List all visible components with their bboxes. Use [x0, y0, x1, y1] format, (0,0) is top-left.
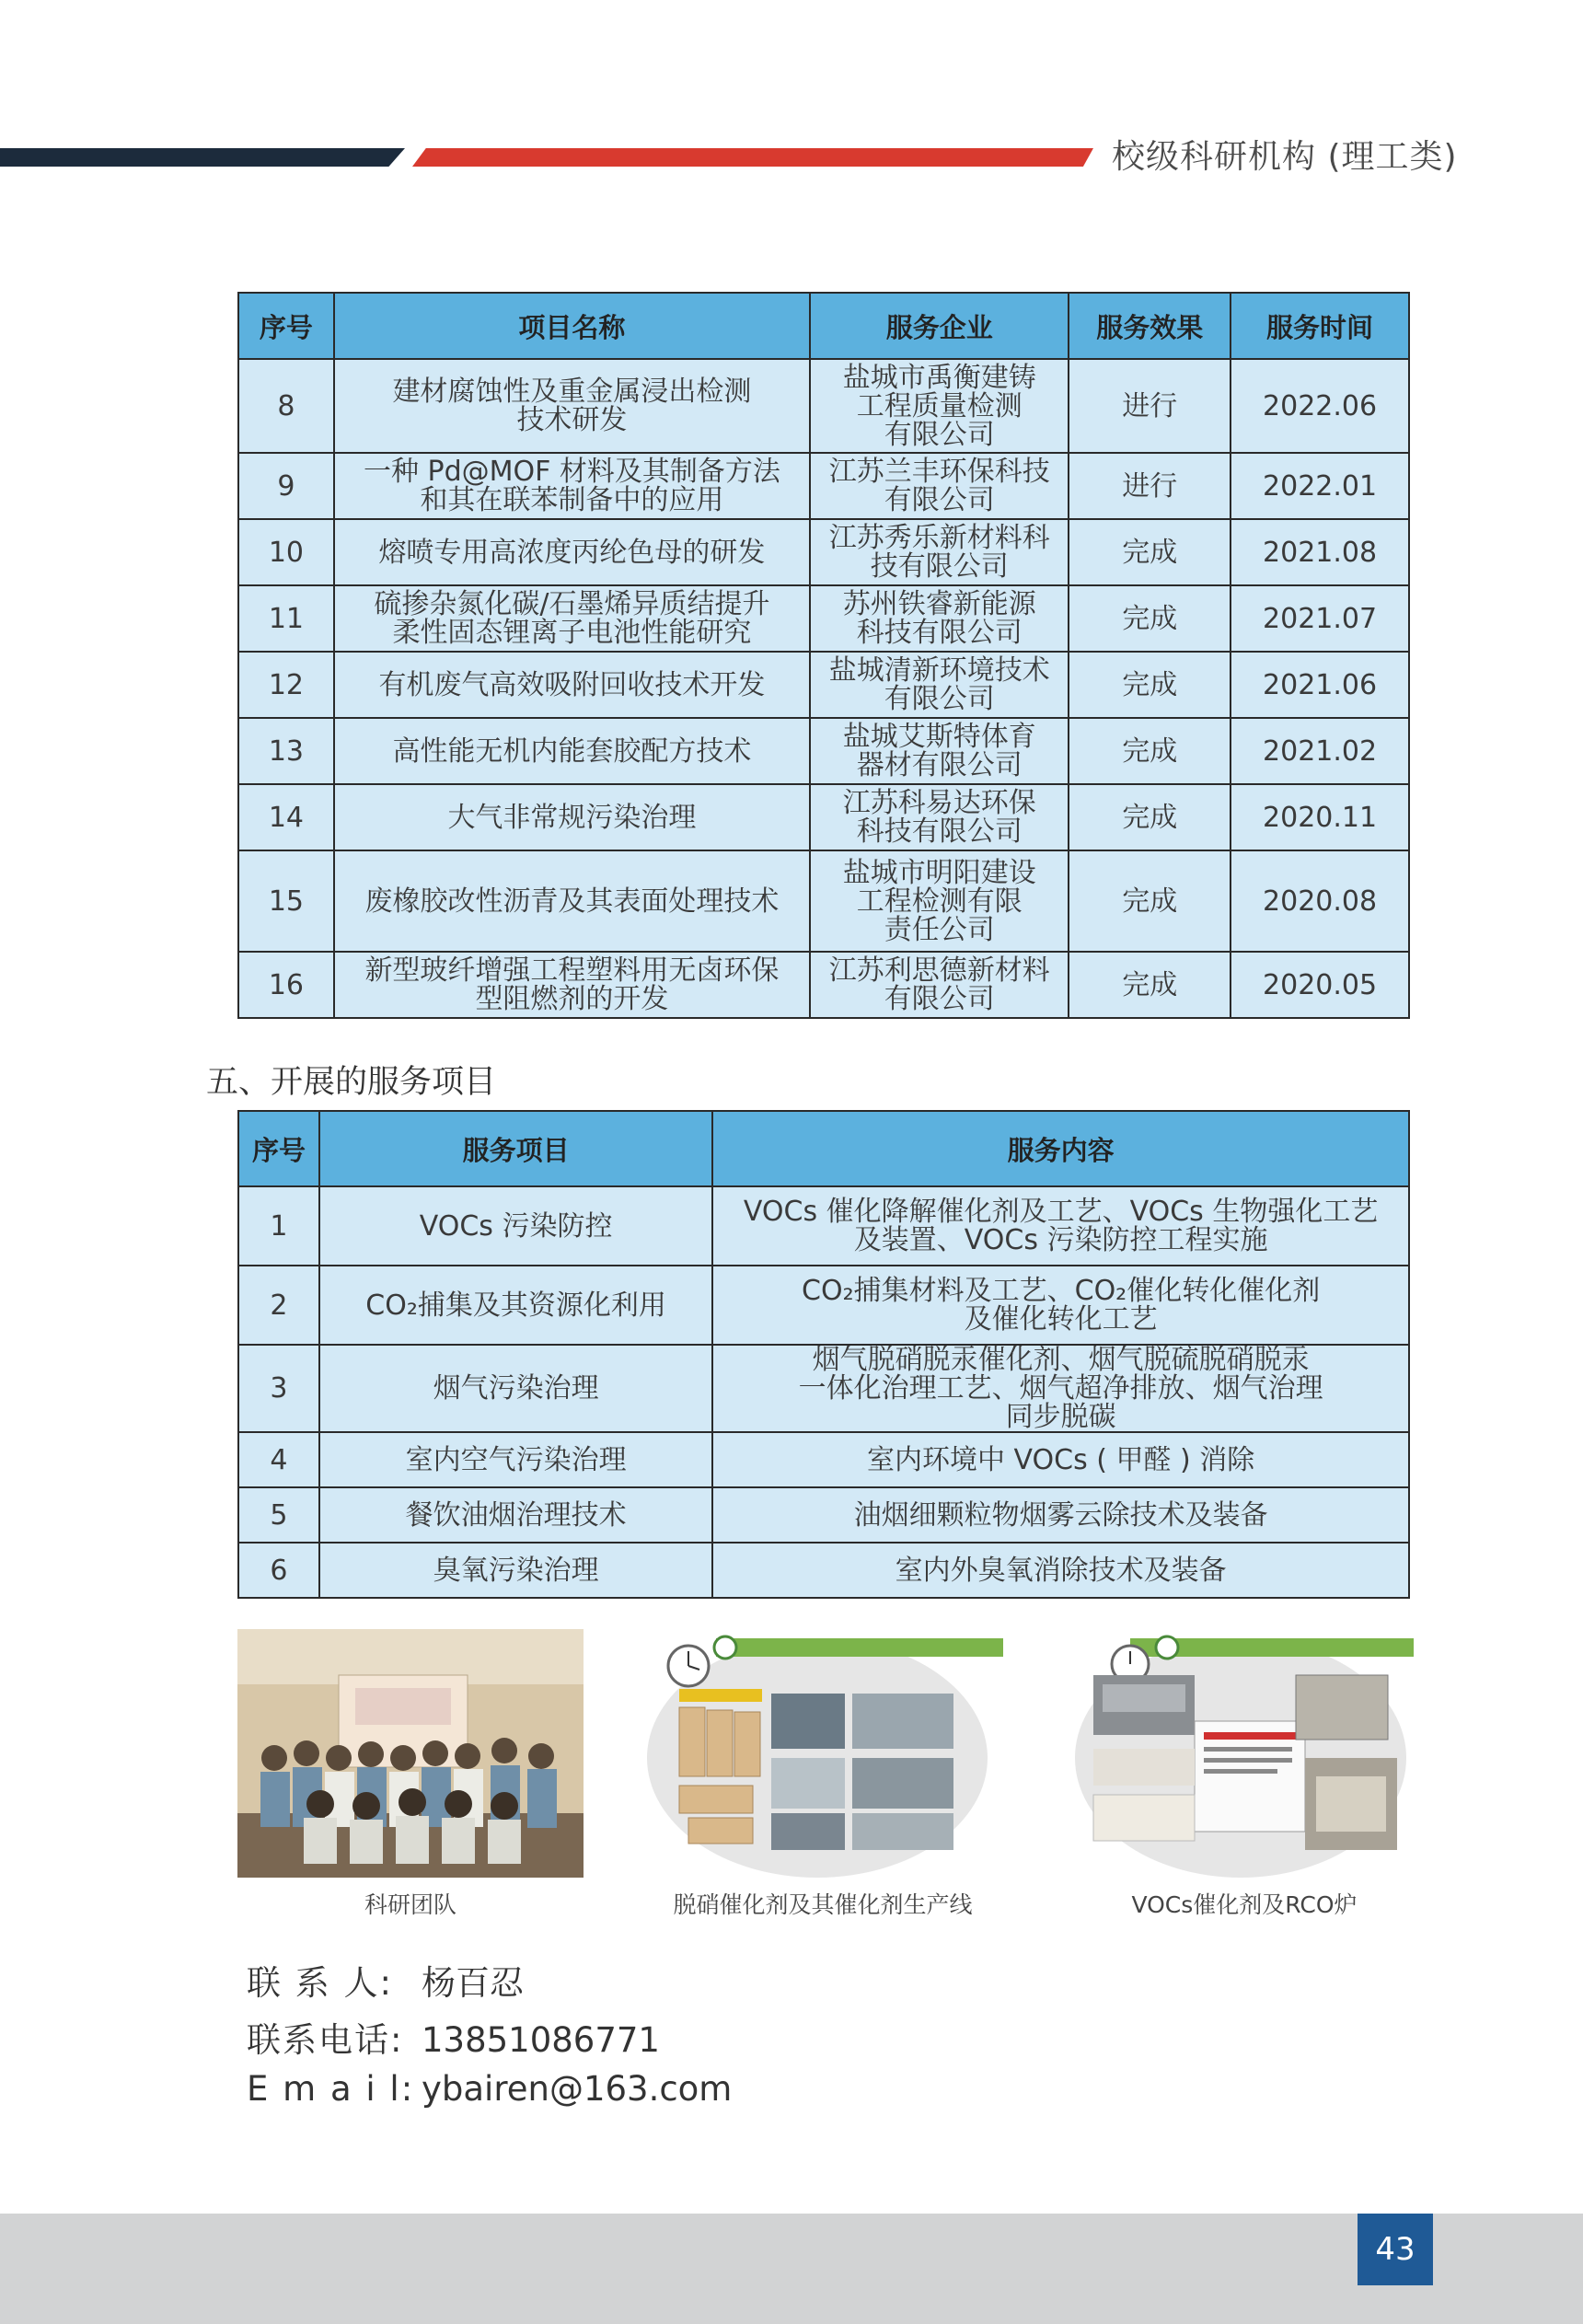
table-cell: 有机废气高效吸附回收技术开发	[334, 652, 810, 718]
table-cell: CO₂捕集及其资源化利用	[319, 1266, 712, 1345]
table-row	[238, 519, 1409, 585]
table-cell: 熔喷专用高浓度丙纶色母的研发	[334, 519, 810, 585]
table-row	[238, 1345, 1409, 1432]
table-row	[238, 952, 1409, 1018]
table-row	[238, 1186, 1409, 1266]
table-cell: 大气非常规污染治理	[334, 784, 810, 850]
denox-photo-caption: 脱硝催化剂及其催化剂生产线	[673, 1891, 973, 1918]
table-row	[238, 1432, 1409, 1487]
table-cell: 2	[238, 1266, 319, 1345]
denox-photo	[642, 1629, 1003, 1878]
table-header-row	[238, 1111, 1409, 1186]
table-cell: 油烟细颗粒物烟雾云除技术及装备	[712, 1487, 1409, 1543]
table-row	[238, 1266, 1409, 1345]
table-cell: 烟气污染治理	[319, 1345, 712, 1432]
table-cell: 6	[238, 1543, 319, 1598]
table-cell: 13	[238, 718, 334, 784]
header-title: 校级科研机构 (理工类)	[1112, 138, 1458, 176]
table-cell: 2021.02	[1231, 718, 1409, 784]
table-row	[238, 585, 1409, 652]
table-row	[238, 652, 1409, 718]
table-cell: 苏州铁睿新能源 科技有限公司	[810, 585, 1069, 652]
table-cell: 进行	[1069, 359, 1231, 453]
table-cell: 2021.07	[1231, 585, 1409, 652]
table-cell: 12	[238, 652, 334, 718]
header-stripe-red	[412, 148, 1093, 167]
services-table	[237, 292, 1410, 1019]
table-cell: 2022.01	[1231, 453, 1409, 519]
table-cell: 完成	[1069, 952, 1231, 1018]
table-cell: 10	[238, 519, 334, 585]
contact-phone-label: 联系电话:	[247, 2020, 404, 2060]
table-row	[238, 850, 1409, 952]
table-row	[238, 718, 1409, 784]
table-cell: 15	[238, 850, 334, 952]
vocs-photo	[1075, 1629, 1414, 1878]
table-cell: 2022.06	[1231, 359, 1409, 453]
table-cell: 2020.11	[1231, 784, 1409, 850]
table-cell: 14	[238, 784, 334, 850]
table-row	[238, 1487, 1409, 1543]
table-cell: 江苏科易达环保 科技有限公司	[810, 784, 1069, 850]
table-cell: 2021.08	[1231, 519, 1409, 585]
table-cell: 盐城市明阳建设 工程检测有限 责任公司	[810, 850, 1069, 952]
contact-person-line	[247, 1955, 524, 2005]
team-photo	[237, 1629, 584, 1878]
table-cell: 新型玻纤增强工程塑料用无卤环保 型阻燃剂的开发	[334, 952, 810, 1018]
table-cell: 高性能无机内能套胶配方技术	[334, 718, 810, 784]
table-cell: 进行	[1069, 453, 1231, 519]
contact-phone: 13851086771	[422, 2020, 660, 2060]
table-cell: 一种 Pd@MOF 材料及其制备方法 和其在联苯制备中的应用	[334, 453, 810, 519]
contact-phone-line	[247, 2012, 660, 2062]
table-cell: 餐饮油烟治理技术	[319, 1487, 712, 1543]
header-stripe-dark	[0, 148, 405, 167]
service-items-table	[237, 1110, 1410, 1599]
col-header-index: 序号	[238, 293, 334, 359]
table-cell: 2020.05	[1231, 952, 1409, 1018]
table-cell: 室内空气污染治理	[319, 1432, 712, 1487]
table-cell: 盐城清新环境技术 有限公司	[810, 652, 1069, 718]
table-cell: VOCs 催化降解催化剂及工艺、VOCs 生物强化工艺 及装置、VOCs 污染防控工程实施	[712, 1186, 1409, 1266]
table-cell: 完成	[1069, 718, 1231, 784]
table-cell: 完成	[1069, 519, 1231, 585]
contact-person-label: 联 系 人:	[247, 1963, 393, 2003]
table-cell: 9	[238, 453, 334, 519]
table-cell: 11	[238, 585, 334, 652]
table-cell: VOCs 污染防控	[319, 1186, 712, 1266]
table-cell: 室内外臭氧消除技术及装备	[712, 1543, 1409, 1598]
col-header-service: 服务项目	[319, 1111, 712, 1186]
vocs-photo-caption: VOCs催化剂及RCO炉	[1131, 1891, 1358, 1918]
col-header-time: 服务时间	[1231, 293, 1409, 359]
table-cell: 5	[238, 1487, 319, 1543]
col-header-effect: 服务效果	[1069, 293, 1231, 359]
table-cell: 臭氧污染治理	[319, 1543, 712, 1598]
col-header-content: 服务内容	[712, 1111, 1409, 1186]
col-header-index: 序号	[238, 1111, 319, 1186]
page-number: 43	[1358, 2214, 1433, 2285]
table-cell: 室内环境中 VOCs ( 甲醛 ) 消除	[712, 1432, 1409, 1487]
table-cell: 盐城市禹衡建铸 工程质量检测 有限公司	[810, 359, 1069, 453]
contact-email[interactable]: ybairen@163.com	[422, 2069, 733, 2109]
table-cell: 3	[238, 1345, 319, 1432]
section-heading: 五、开展的服务项目	[206, 1064, 497, 1101]
table-cell: 盐城艾斯特体育 器材有限公司	[810, 718, 1069, 784]
table-cell: 完成	[1069, 652, 1231, 718]
table-row	[238, 453, 1409, 519]
contact-email-line	[247, 2069, 732, 2109]
table-cell: 烟气脱硝脱汞催化剂、烟气脱硫脱硝脱汞 一体化治理工艺、烟气超净排放、烟气治理 同步脱碳	[712, 1345, 1409, 1432]
table-cell: 完成	[1069, 850, 1231, 952]
contact-email-label: E m a i l:	[247, 2069, 415, 2109]
team-photo-caption: 科研团队	[364, 1891, 456, 1918]
footer-band	[0, 2214, 1583, 2324]
table-cell: 1	[238, 1186, 319, 1266]
table-cell: 完成	[1069, 585, 1231, 652]
table-cell: 4	[238, 1432, 319, 1487]
col-header-project: 项目名称	[334, 293, 810, 359]
table-cell: 8	[238, 359, 334, 453]
table-cell: 完成	[1069, 784, 1231, 850]
table-row	[238, 784, 1409, 850]
table-cell: 江苏利思德新材料 有限公司	[810, 952, 1069, 1018]
table-row	[238, 359, 1409, 453]
table-header-row	[238, 293, 1409, 359]
table-cell: 16	[238, 952, 334, 1018]
table-cell: CO₂捕集材料及工艺、CO₂催化转化催化剂 及催化转化工艺	[712, 1266, 1409, 1345]
table-cell: 建材腐蚀性及重金属浸出检测 技术研发	[334, 359, 810, 453]
table-cell: 2020.08	[1231, 850, 1409, 952]
col-header-company: 服务企业	[810, 293, 1069, 359]
table-cell: 硫掺杂氮化碳/石墨烯异质结提升 柔性固态锂离子电池性能研究	[334, 585, 810, 652]
table-cell: 江苏兰丰环保科技 有限公司	[810, 453, 1069, 519]
table-cell: 2021.06	[1231, 652, 1409, 718]
table-row	[238, 1543, 1409, 1598]
table-cell: 江苏秀乐新材料科 技有限公司	[810, 519, 1069, 585]
contact-person: 杨百忍	[422, 1963, 524, 2003]
table-cell: 废橡胶改性沥青及其表面处理技术	[334, 850, 810, 952]
